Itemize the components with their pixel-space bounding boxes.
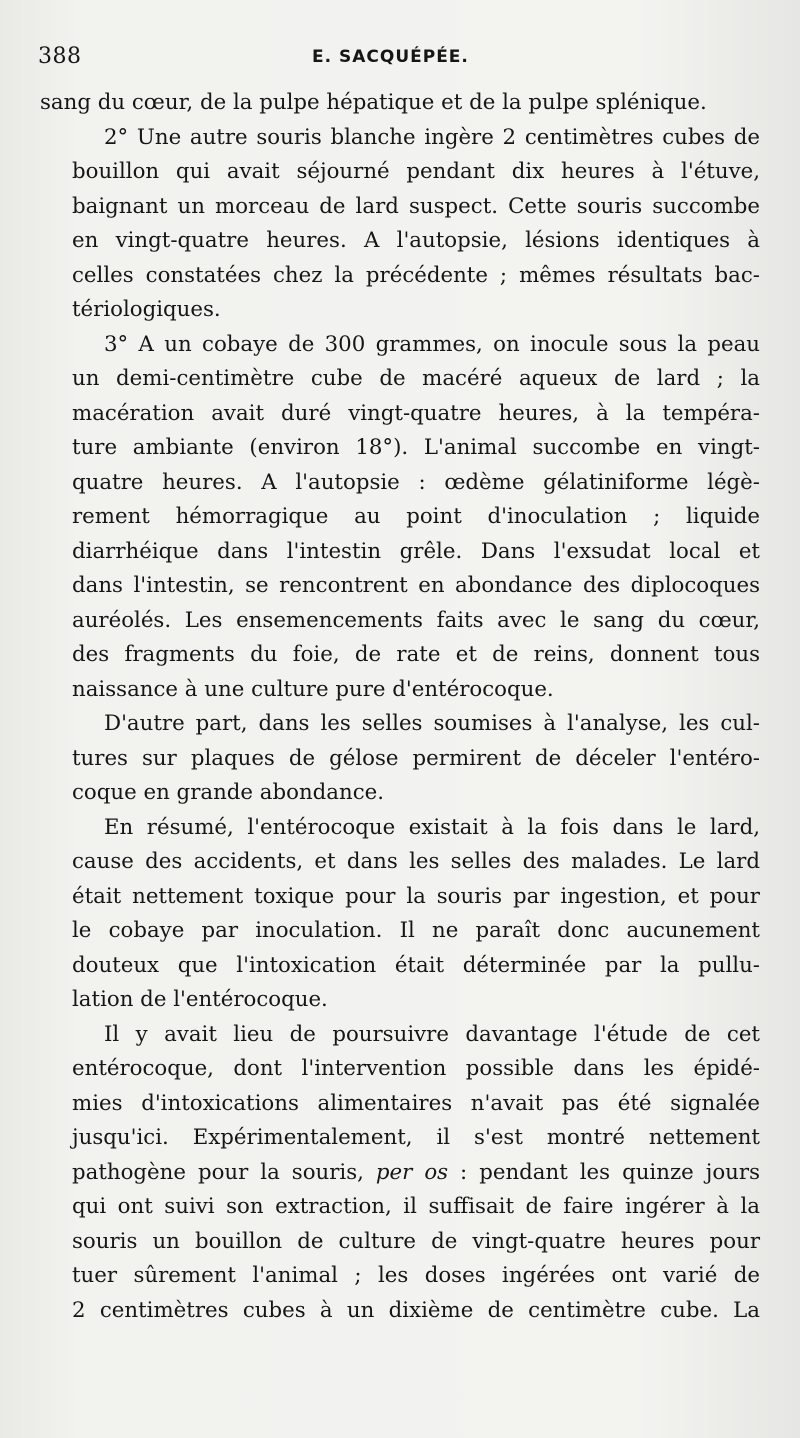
text-segment: pathogène pour la souris, [72,1159,376,1185]
text-line: en vingt-quatre heures. A l'autopsie, lésions identiques à [72,228,760,253]
running-head: E. SACQUÉPÉE. [312,47,469,67]
paragraph-continuation [40,86,760,121]
text-line: D'autre part, dans les selles soumises à l'analyse, les cul- [104,711,760,736]
paragraph-stool-analysis [40,707,760,811]
text-line: des fragments du foie, de rate et de reins, donnent tous [72,642,760,667]
text-line: rement hémorragique au point d'inoculation ; liquide [72,504,760,529]
text-line: entérocoque, dont l'intervention possible dans les épidé- [72,1056,760,1081]
text-line: tuer sûrement l'animal ; les doses ingérées ont varié de [72,1263,760,1288]
page-number: 388 [38,44,82,69]
text-line: En résumé, l'entérocoque existait à la fois dans le lard, [104,814,760,840]
text-line: baignant un morceau de lard suspect. Cette souris succombe [72,193,760,219]
body-text [40,86,760,1328]
text-line: celles constatées chez la précédente ; mêmes résultats bac- [72,262,760,288]
text-line: un demi-centimètre cube de macéré aqueux de lard ; la [72,366,760,391]
paragraph-summary [40,811,760,1018]
text-line: Il y avait lieu de poursuivre davantage l'étude de cet [104,1021,760,1047]
text-line: naissance à une culture pure d'entérocoque. [72,676,554,702]
text-line: souris un bouillon de culture de vingt-quatre heures pour [72,1228,760,1254]
paragraph-enterococcus-study [40,1018,760,1329]
text-line: coque en grande abondance. [72,780,385,805]
paragraph-experiment-3 [40,328,760,708]
text-line: 3° A un cobaye de 300 grammes, on inocule sous la peau [104,331,760,357]
paragraph-experiment-2 [40,121,760,328]
text-line: tériologiques. [72,297,221,322]
text-line: était nettement toxique pour la souris par ingestion, et pour [72,883,760,909]
text-line: 2° Une autre souris blanche ingère 2 centimètres cubes de [104,124,760,150]
text-line: le cobaye par inoculation. Il ne paraît donc aucunement [72,918,760,943]
page-header [38,38,758,78]
text-line: dans l'intestin, se rencontrent en abondance des diplocoques [72,573,760,598]
text-line-with-italic [40,1156,760,1191]
text-line: diarrhéique dans l'intestin grêle. Dans l'exsudat local et [72,538,760,564]
text-line: 2 centimètres cubes à un dixième de centimètre cube. La [72,1297,760,1323]
text-line: auréolés. Les ensemencements faits avec le sang du cœur, [72,607,760,633]
text-line: bouillon qui avait séjourné pendant dix heures à l'étuve, [72,159,760,184]
text-line: quatre heures. A l'autopsie : œdème gélatiniforme légè- [72,469,760,495]
text-line: mies d'intoxications alimentaires n'avait pas été signalée [72,1090,760,1116]
text-line: ture ambiante (environ 18°). L'animal succombe en vingt- [72,435,760,460]
text-line: douteux que l'intoxication était déterminée par la pullu- [72,952,760,978]
text-segment: : pendant les quinze jours [448,1159,760,1185]
text-line: lation de l'entérocoque. [72,987,328,1012]
text-line: sang du cœur, de la pulpe hépatique et de la pulpe splénique. [40,90,707,115]
text-line: jusqu'ici. Expérimentalement, il s'est montré nettement [72,1125,760,1150]
text-line: tures sur plaques de gélose permirent de déceler l'entéro- [72,745,760,771]
italic-phrase: per os [375,1159,449,1185]
text-line: cause des accidents, et dans les selles des malades. Le lard [72,849,760,874]
text-line: macération avait duré vingt-quatre heures, à la tempéra- [72,400,760,426]
text-line: qui ont suivi son extraction, il suffisait de faire ingérer à la [72,1194,760,1219]
